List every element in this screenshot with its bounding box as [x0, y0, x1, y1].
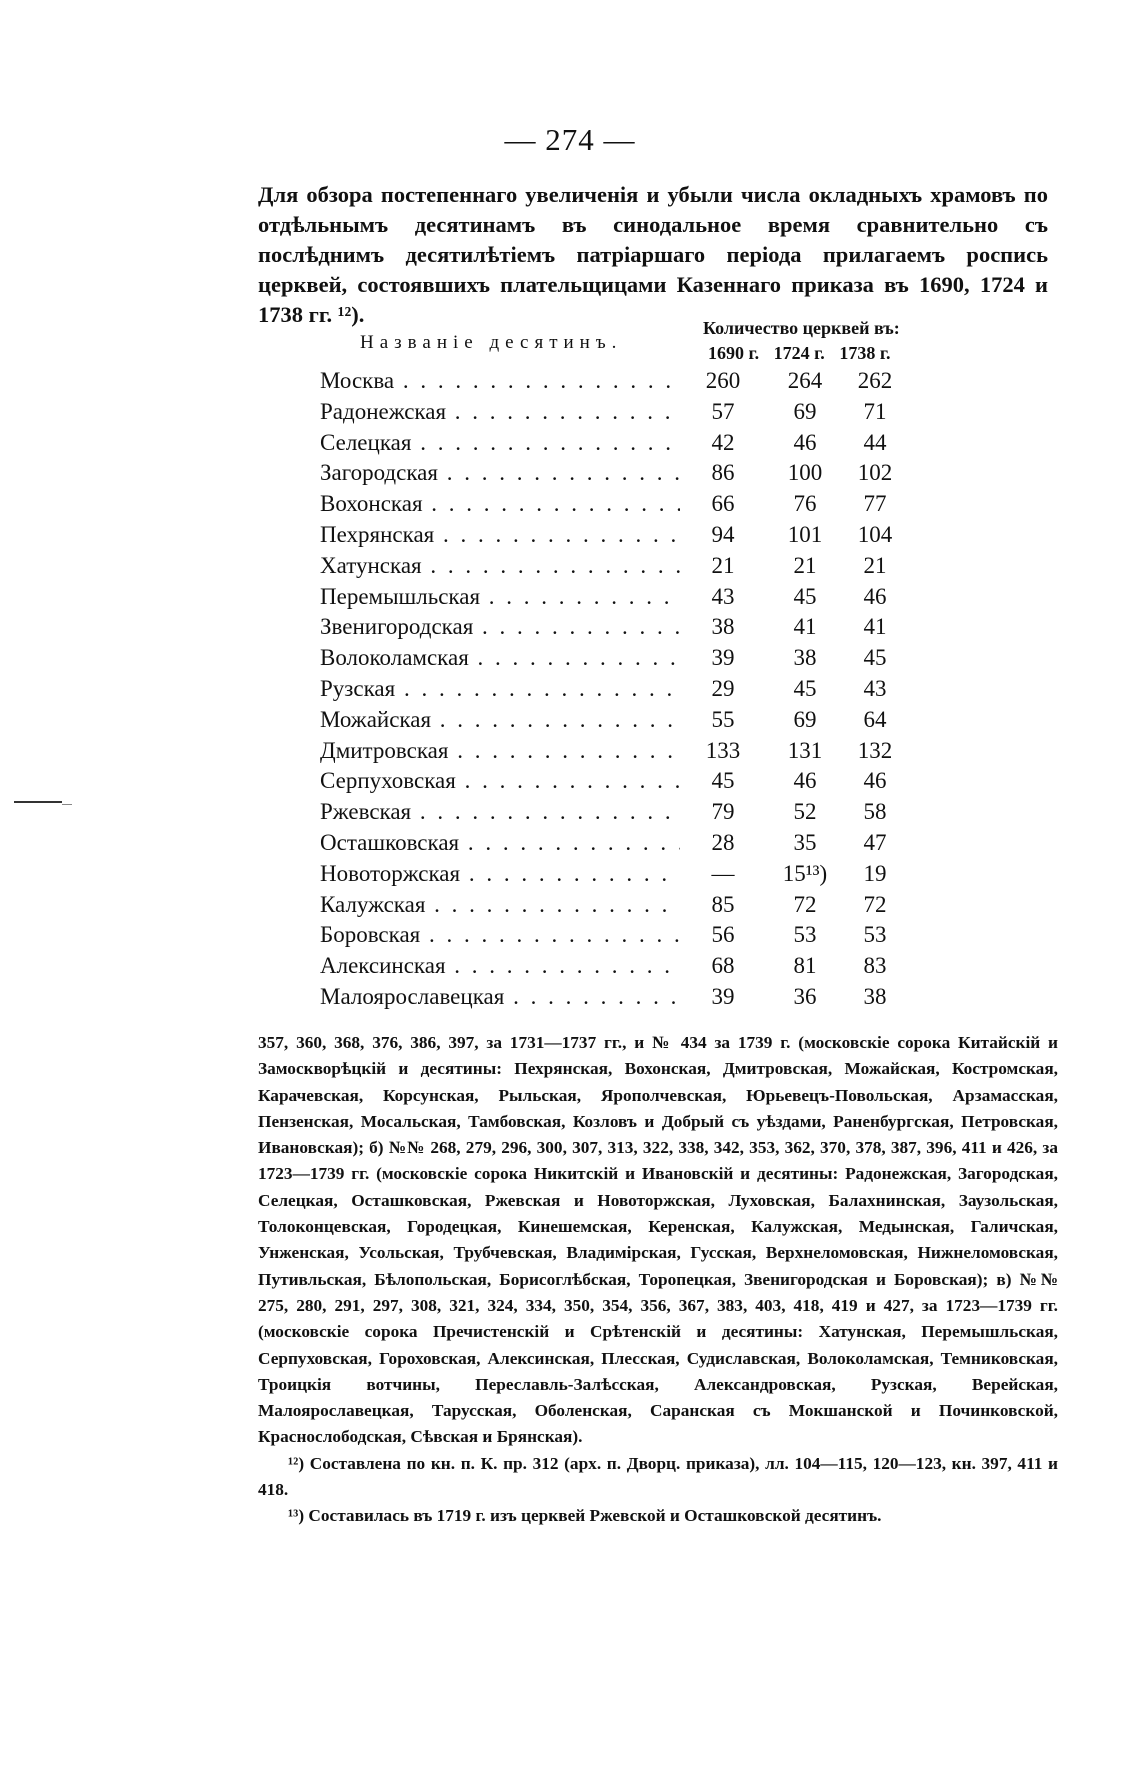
row-value-1724: 46 [793, 768, 817, 794]
row-value-1724: 69 [793, 398, 817, 424]
row-value-1738: 262 [857, 368, 893, 393]
row-value-1690: 57 [711, 398, 735, 424]
table-row [320, 766, 910, 797]
row-value-1724: 81 [793, 953, 817, 979]
row-value-1738: 46 [863, 583, 887, 609]
table-row [320, 366, 910, 397]
row-value-1738: 71 [863, 398, 887, 424]
row-value-1690: 68 [711, 953, 735, 979]
margin-mark-tail [62, 804, 72, 805]
row-value-1690: 55 [711, 706, 735, 732]
table-row [320, 736, 910, 767]
row-value-1738: 64 [863, 706, 887, 732]
row-value-1724: 46 [793, 429, 817, 455]
row-value-1738: 58 [863, 799, 887, 825]
footnote-12: ¹²) Составлена по кн. п. К. пр. 312 (арх. п. Дворц. приказа), лл. 104—115, 120—123, кн. 397, 411 и 418. [258, 1453, 1058, 1500]
row-name: Алексинская . . . [320, 951, 680, 982]
row-value-1724: 72 [793, 891, 817, 917]
row-value-1738: 38 [863, 983, 887, 1009]
table-header-name: Названіе десятинъ. [360, 332, 623, 353]
row-name: Можайская . . . [320, 705, 680, 736]
row-value-1738: 47 [863, 829, 887, 855]
row-value-1724: 41 [793, 614, 817, 640]
deanery-table [320, 366, 910, 1013]
footnote-continuation: 357, 360, 368, 376, 386, 397, за 1731—1737 гг., и № 434 за 1739 г. (московскіе сорока Китайскій и Замоскворѣцкій и десятины: Пехрянская, Вохонская, Дмитровская, Можайская, Костромская, Карачевская, Корсунская, Рыльская, Ярополчевская, Юрьевецъ-Повольская, Арзамасская, Пензенская, Мосальская, Тамбовская, Козловъ и Добрый съ уѣздами, Раненбургская, Петровская, Ивановская); б) №№ 268, 279, 296, 300, 307, 313, 322, 338, 342, 353, 362, 370, 378, 387, 396, 411 и 426, за 1723—1739 гг. (московскіе сорока Никитскій и Ивановскій и десятины: Радонежская, Загородская, Селецкая, Осташковская, Ржевская и Новоторжская, Луховская, Балахнинская, Заузольская, Толоконцевская, Городецкая, Кинешемская, Керенская, Калужская, Медынская, Галичская, Унженская, Усольская, Трубчевская, Владимірская, Гусская, Верхнеломовская, Нижнеломовская, Путивльская, Бѣлопольская, Борисоглѣбская, Торопецкая, Звенигородская и Боровская); в) №№ 275, 280, 291, 297, 308, 321, 324, 334, 350, 354, 356, 367, 383, 403, 418, 419 и 427, за 1723—1739 гг. (московскіе сорока Пречистенскій и Срѣтенскій и десятины: Хатунская, Перемышльская, Серпуховская, Гороховская, Алексинская, Плесская, Судиславская, Волоколамская, Темниковская, Троицкія вотчины, Переславль-Залѣсская, Александровская, Рузская, Верейская, Малоярославецкая, Тарусская, Оболенская, Саранская съ Мокшанской и Починковской, Краснослободская, Сѣвская и Брянская). [258, 1033, 1058, 1447]
row-value-1738: 44 [863, 429, 887, 455]
row-value-1724: 35 [793, 829, 817, 855]
row-name: Вохонская . . . [320, 489, 680, 520]
row-value-1724: 101 [787, 521, 823, 547]
table-row [320, 674, 910, 705]
intro-paragraph: Для обзора постепеннаго увеличенія и убыли числа окладныхъ храмовъ по отдѣльнымъ десятинамъ въ синодальное время сравнительно съ послѣднимъ десятилѣтіемъ патріаршаго періода прилагаемъ роспись церквей, состоявшихъ плательщицами Казеннаго приказа въ 1690, 1724 и 1738 гг. ¹²). [258, 182, 1048, 327]
row-name: Серпуховская . . . [320, 766, 680, 797]
row-value-1738: 45 [863, 645, 887, 671]
row-value-1738: 21 [863, 552, 887, 578]
row-name: Ржевская . . . [320, 797, 680, 828]
row-value-1690: — [711, 860, 735, 886]
row-value-1690: 56 [711, 922, 735, 948]
table-row [320, 489, 910, 520]
row-name: Хатунская . . . [320, 551, 680, 582]
row-value-1724: 45 [793, 675, 817, 701]
row-value-1724: 15¹³) [782, 860, 828, 886]
row-name: Новоторжская . . . [320, 859, 680, 890]
row-value-1690: 86 [711, 460, 735, 486]
row-value-1738: 53 [863, 922, 887, 948]
row-value-1724: 76 [793, 491, 817, 517]
table-header-years [708, 343, 900, 364]
row-name: Перемышльская . . . [320, 582, 680, 613]
row-name: Загородская . . . [320, 458, 680, 489]
table-row [320, 951, 910, 982]
row-value-1724: 38 [793, 645, 817, 671]
row-value-1738: 41 [863, 614, 887, 640]
row-name: Малоярославецкая . . . [320, 982, 680, 1013]
table-row [320, 397, 910, 428]
row-name: Осташковская . . . [320, 828, 680, 859]
row-value-1738: 77 [863, 491, 887, 517]
table-row [320, 920, 910, 951]
row-value-1690: 39 [711, 645, 735, 671]
table-row [320, 520, 910, 551]
row-name: Боровская . . . [320, 920, 680, 951]
table-header-quantity: Количество церквей въ: [703, 318, 900, 338]
row-value-1724: 53 [793, 922, 817, 948]
row-value-1724: 21 [793, 552, 817, 578]
page-number: — 274 — [504, 122, 636, 157]
table-row [320, 428, 910, 459]
row-name: Пехрянская . . . [320, 520, 680, 551]
table-row [320, 643, 910, 674]
row-value-1690: 133 [705, 737, 741, 763]
row-name: Калужская . . . [320, 890, 680, 921]
row-value-1690: 21 [711, 552, 735, 578]
row-value-1724: 45 [793, 583, 817, 609]
row-value-1690: 29 [711, 675, 735, 701]
year-1724: 1724 г. [773, 343, 825, 363]
table-row [320, 890, 910, 921]
row-value-1690: 38 [711, 614, 735, 640]
table-row [320, 582, 910, 613]
row-value-1738: 132 [857, 737, 893, 763]
row-value-1724: 69 [793, 706, 817, 732]
margin-mark [14, 801, 62, 803]
row-value-1738: 83 [863, 953, 887, 979]
row-name: Радонежская . . . [320, 397, 680, 428]
row-value-1690: 42 [711, 429, 735, 455]
year-1738: 1738 г. [839, 343, 891, 363]
row-value-1690: 79 [711, 799, 735, 825]
table-row [320, 458, 910, 489]
year-1690: 1690 г. [708, 343, 760, 363]
row-value-1690: 85 [711, 891, 735, 917]
row-value-1724: 264 [787, 368, 823, 393]
row-value-1738: 104 [857, 521, 893, 547]
footnotes [258, 1030, 1058, 1530]
row-value-1724: 36 [793, 983, 817, 1009]
row-name: Дмитровская . . . [320, 736, 680, 767]
row-value-1690: 94 [711, 521, 735, 547]
table-row [320, 859, 910, 890]
row-value-1724: 100 [787, 460, 823, 486]
row-value-1738: 102 [857, 460, 893, 486]
table-row [320, 612, 910, 643]
row-name: Москва . . . [320, 366, 680, 397]
row-name: Волоколамская . . . [320, 643, 680, 674]
row-value-1690: 39 [711, 983, 735, 1009]
row-value-1690: 66 [711, 491, 735, 517]
row-value-1690: 28 [711, 829, 735, 855]
row-value-1738: 19 [863, 860, 887, 886]
row-name: Селецкая . . . [320, 428, 680, 459]
row-value-1690: 260 [705, 368, 741, 393]
row-value-1724: 131 [787, 737, 823, 763]
row-value-1724: 52 [793, 799, 817, 825]
row-value-1738: 43 [863, 675, 887, 701]
row-value-1738: 72 [863, 891, 887, 917]
table-row [320, 797, 910, 828]
table-row [320, 828, 910, 859]
table-row [320, 551, 910, 582]
row-name: Звенигородская . . . [320, 612, 680, 643]
table-row [320, 705, 910, 736]
footnote-13: ¹³) Составилась въ 1719 г. изъ церквей Ржевской и Осташковской десятинъ. [288, 1506, 882, 1526]
row-name: Рузская . . . [320, 674, 680, 705]
row-value-1738: 46 [863, 768, 887, 794]
row-value-1690: 45 [711, 768, 735, 794]
row-value-1690: 43 [711, 583, 735, 609]
table-row [320, 982, 910, 1013]
